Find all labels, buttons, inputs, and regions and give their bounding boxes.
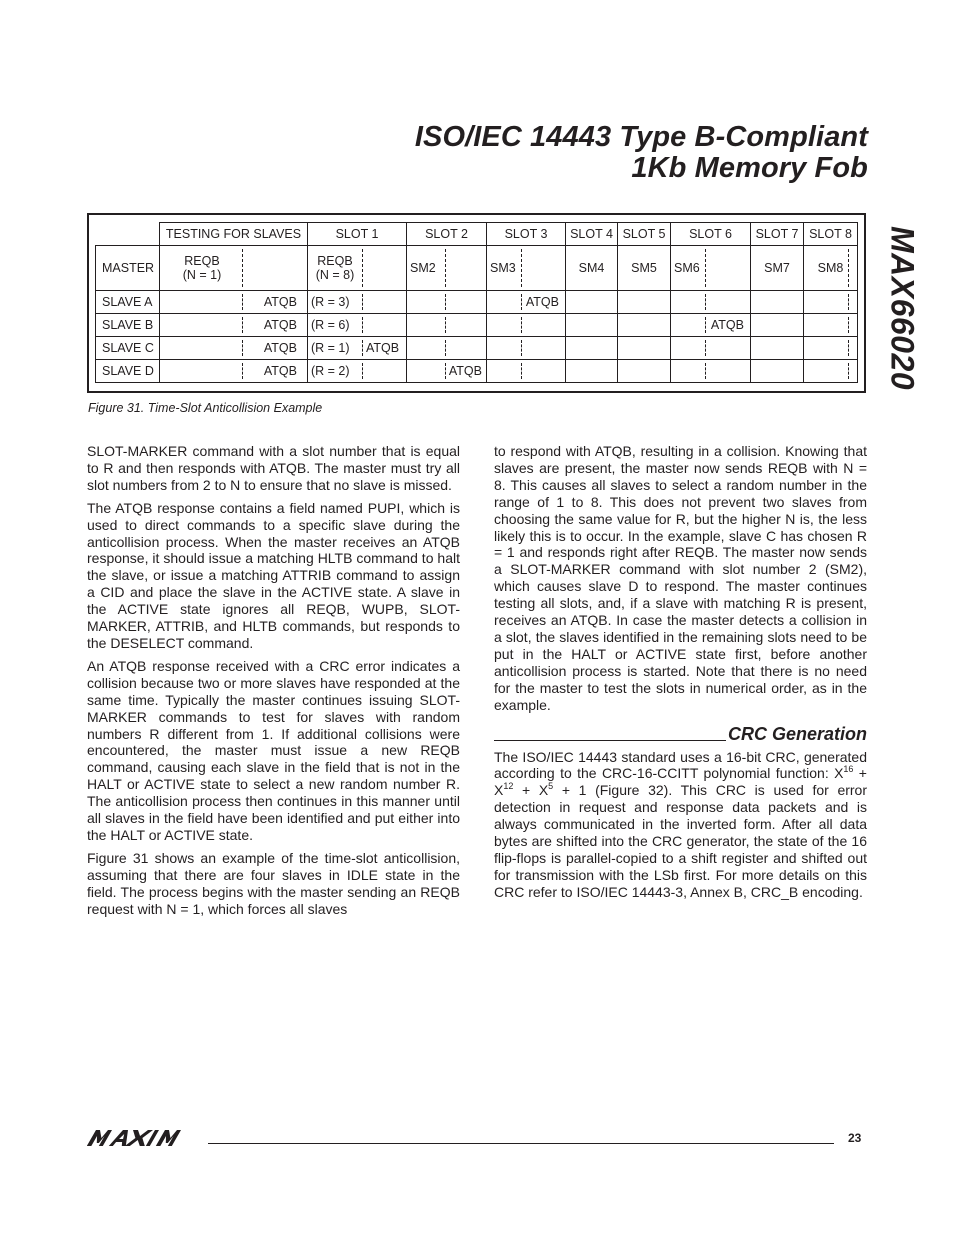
time-slot-table — [95, 222, 858, 383]
sm5-label: SM5 — [631, 261, 657, 275]
slot-divider — [445, 363, 446, 379]
slot-divider — [521, 294, 522, 310]
reqb-label: REQB — [317, 254, 353, 268]
slot-divider — [521, 317, 522, 333]
crc-paragraph — [494, 749, 867, 901]
part-number-text: MAX66020 — [884, 225, 921, 391]
testing-cell — [160, 360, 308, 383]
slot-cell — [308, 314, 407, 337]
exponent: 16 — [843, 764, 854, 775]
r-value: (R = 2) — [311, 364, 350, 378]
slot-cell — [407, 291, 487, 314]
slot-cell — [618, 360, 671, 383]
col-header: SLOT 1 — [308, 223, 407, 246]
slot-divider — [362, 249, 363, 287]
sm3-label: SM3 — [490, 261, 516, 275]
slot-cell — [566, 314, 618, 337]
paragraph: An ATQB response received with a CRC error indicates a collision because two or more slaves have responded at the same time. Typically the master continues issuing SLOT-MARKER commands to test for slaves with random numbers R different from 1. If additional collisions were encountered, the master must issue a new REQB command, causing each slave in the field that is not in the HALT or ACTIVE state to select a new random number R. The anticollision process then continues in this manner until all slaves in the field have been identified and put either into the HALT or ACTIVE state. — [87, 657, 460, 843]
left-column — [87, 443, 460, 923]
sm7-label: SM7 — [764, 261, 790, 275]
crc-text: The ISO/IEC 14443 standard uses a 16-bit CRC, generated according to the CRC-16-CCITT polynomial function: X — [494, 748, 867, 782]
slot-cell — [618, 337, 671, 360]
slave-row — [96, 291, 858, 314]
atqb-response: ATQB — [525, 295, 559, 309]
paragraph: to respond with ATQB, resulting in a collision. Knowing that slaves are present, the master now sends REQB with N = 8. This causes all slaves to select a random number in the range of 1 to 8. This does not prevent two slaves from choosing the same value for R, but the higher N is, the less likely this is to occur. In the example, slave C has chosen R = 1 and responds right after REQB. The master now sends a SLOT-MARKER command with slot number 2 (SM2), which causes slave D to respond. The master continues testing all slots, and, if a slave with matching R is present, receives an ATQB. In case the master detects a collision in a slot, the slaves identified in the remaining slots need to be put in the HALT or ACTIVE state first, before another anticollision process is started. Note that there is no need for the master to test the slots in numerical order, as in the example. — [494, 443, 867, 713]
slot-divider — [848, 317, 849, 333]
n-value: (N = 1) — [182, 268, 222, 282]
logo-text: MAXIM — [87, 1130, 91, 1131]
paragraph: Figure 31 shows an example of the time-slot anticollision, assuming that there are four slaves in IDLE state in the field. The process begins with the master sending an REQB request with N = 1, which forces all slaves — [87, 849, 460, 917]
slot-cell — [407, 314, 487, 337]
col-header: TESTING FOR SLAVES — [160, 223, 308, 246]
slot-divider — [445, 317, 446, 333]
crc-text: + X — [513, 782, 549, 799]
slot-divider — [242, 294, 243, 310]
slave-row — [96, 360, 858, 383]
slot-cell — [566, 337, 618, 360]
r-value: (R = 1) — [311, 341, 350, 355]
slot-cell — [804, 291, 858, 314]
slot-divider — [521, 340, 522, 356]
r-value: (R = 6) — [311, 318, 350, 332]
slot-cell — [804, 360, 858, 383]
slot-cell — [618, 314, 671, 337]
atqb-response: ATQB — [263, 295, 297, 309]
slot-cell — [308, 337, 407, 360]
slot-divider — [445, 294, 446, 310]
slot-cell — [751, 337, 804, 360]
slot-cell — [671, 360, 751, 383]
paragraph: The ATQB response contains a field named PUPI, which is used to direct commands to a specific slave during the anticollision process. When the master receives an ATQB response, it should issue a matching HLTB command to halt the slave, or issue a matching ATTRIB command to assign a CID and place the slave in the ACTIVE state. A slave in the ACTIVE state ignores all REQB, WUPB, SLOT-MARKER, ATTRIB, and HLTB commands, but responds to the DESELECT command. — [87, 499, 460, 651]
slave-row — [96, 314, 858, 337]
atqb-response: ATQB — [366, 341, 400, 355]
slot-divider — [521, 363, 522, 379]
section-heading — [494, 724, 867, 744]
slot-cell — [751, 360, 804, 383]
reqb-n1-cell — [160, 246, 308, 291]
document-title — [415, 122, 868, 184]
master-row — [96, 246, 858, 291]
slot-divider — [848, 249, 849, 287]
slot-divider — [705, 363, 706, 379]
slot-divider — [848, 340, 849, 356]
sm4-label: SM4 — [578, 261, 605, 275]
col-header: SLOT 8 — [804, 223, 858, 246]
right-column — [494, 443, 867, 907]
slot-cell — [487, 360, 566, 383]
col-header: SLOT 3 — [487, 223, 566, 246]
slot-cell — [566, 291, 618, 314]
row-label: SLAVE B — [96, 314, 160, 337]
table-corner — [96, 223, 160, 246]
atqb-response: ATQB — [263, 318, 297, 332]
testing-cell — [160, 337, 308, 360]
slot-divider — [705, 340, 706, 356]
page-number: 23 — [848, 1131, 862, 1145]
title-line-1: ISO/IEC 14443 Type B-Compliant — [414, 121, 868, 153]
sm-cell — [566, 246, 618, 291]
col-header: SLOT 4 — [566, 223, 618, 246]
slot-divider — [242, 340, 243, 356]
slot-cell — [566, 360, 618, 383]
footer-rule — [208, 1143, 834, 1144]
slot-cell — [751, 291, 804, 314]
sm-cell — [751, 246, 804, 291]
slot-cell — [407, 360, 487, 383]
maxim-logo — [87, 1130, 199, 1146]
slot-cell — [487, 291, 566, 314]
sm-cell — [487, 246, 566, 291]
sm-cell — [671, 246, 751, 291]
atqb-response: ATQB — [263, 341, 297, 355]
atqb-response: ATQB — [263, 364, 297, 378]
sm6-label: SM6 — [674, 261, 700, 275]
slot-divider — [242, 249, 243, 287]
slot-divider — [521, 249, 522, 287]
slot-cell — [407, 337, 487, 360]
slot-divider — [705, 249, 706, 287]
testing-cell — [160, 314, 308, 337]
slot-divider — [362, 317, 363, 333]
testing-cell — [160, 291, 308, 314]
slot-cell — [308, 291, 407, 314]
sm-cell — [407, 246, 487, 291]
col-header: SLOT 6 — [671, 223, 751, 246]
slot-cell — [804, 314, 858, 337]
slot-divider — [362, 340, 363, 356]
row-label: MASTER — [96, 246, 160, 291]
slot-divider — [362, 363, 363, 379]
heading-rule — [494, 740, 726, 741]
side-part-number — [882, 218, 922, 398]
r-value: (R = 3) — [311, 295, 350, 309]
slot-divider — [705, 317, 706, 333]
slot-divider — [705, 294, 706, 310]
sm-cell — [804, 246, 858, 291]
slot-cell — [671, 314, 751, 337]
title-line-2: 1Kb Memory Fob — [631, 152, 868, 184]
col-header: SLOT 7 — [751, 223, 804, 246]
crc-text: + X — [494, 765, 867, 799]
slot-divider — [848, 363, 849, 379]
row-label: SLAVE D — [96, 360, 160, 383]
slot-cell — [751, 314, 804, 337]
exponent: 12 — [503, 781, 514, 792]
col-header: SLOT 2 — [407, 223, 487, 246]
figure-caption: Figure 31. Time-Slot Anticollision Example — [88, 401, 323, 415]
slot-divider — [362, 294, 363, 310]
reqb-label: REQB — [184, 254, 220, 268]
reqb-n8-cell — [308, 246, 407, 291]
slot-cell — [618, 291, 671, 314]
slave-row — [96, 337, 858, 360]
slot-cell — [487, 314, 566, 337]
crc-heading: CRC Generation — [727, 723, 867, 744]
slot-divider — [242, 363, 243, 379]
slot-divider — [848, 294, 849, 310]
sm-cell — [618, 246, 671, 291]
col-header: SLOT 5 — [618, 223, 671, 246]
slot-cell — [671, 337, 751, 360]
row-label: SLAVE C — [96, 337, 160, 360]
n-value: (N = 8) — [315, 268, 355, 282]
exponent: 5 — [548, 781, 554, 792]
slot-divider — [445, 249, 446, 287]
crc-text: + 1 (Figure 32). This CRC is used for error detection in request and response data packets and is always communicated in the inverted form. After all data bytes are shifted into the CRC generator, the state of the 16 flip-flops is parallel-copied to a shift register and shifted out for transmission with the LSb first. For more details on this CRC refer to ISO/IEC 14443-3, Annex B, CRC_B encoding. — [494, 782, 867, 900]
slot-divider — [242, 317, 243, 333]
sm8-label: SM8 — [817, 261, 844, 275]
atqb-response: ATQB — [448, 364, 482, 378]
atqb-response: ATQB — [710, 318, 744, 332]
row-label: SLAVE A — [96, 291, 160, 314]
paragraph: SLOT-MARKER command with a slot number that is equal to R and then responds with ATQB. The master must try all slot numbers from 2 to N to ensure that no slave is missed. — [87, 443, 460, 493]
slot-cell — [804, 337, 858, 360]
sm2-label: SM2 — [410, 261, 436, 275]
slot-cell — [671, 291, 751, 314]
slot-cell — [308, 360, 407, 383]
slot-cell — [487, 337, 566, 360]
slot-divider — [445, 340, 446, 356]
